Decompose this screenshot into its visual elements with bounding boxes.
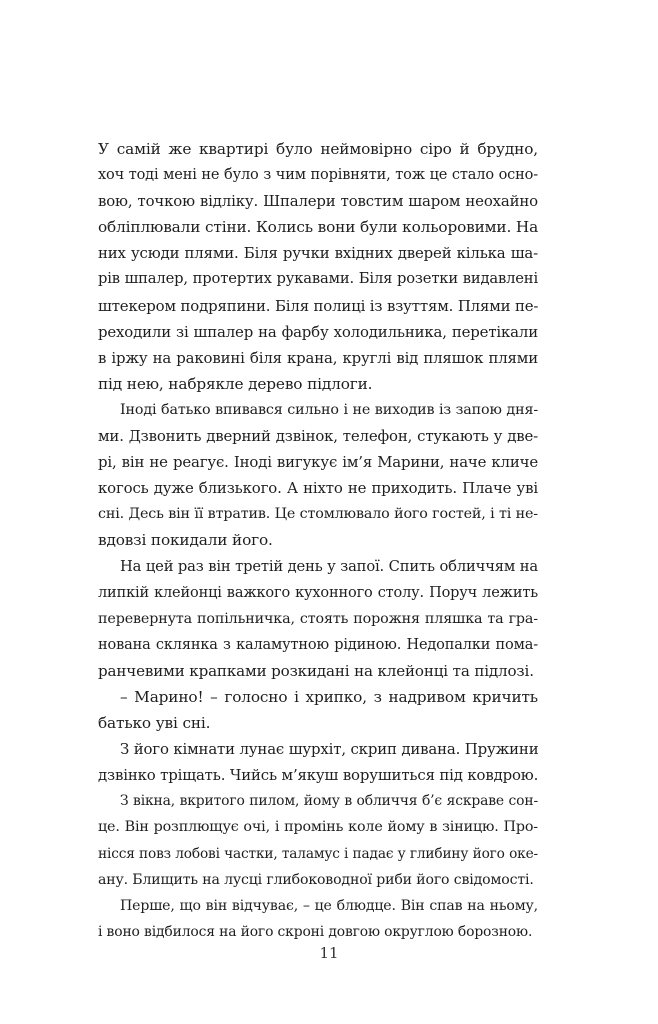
text-line: вдовзі покидали його. — [98, 531, 273, 550]
text-line: нісся повз лобові частки, таламус і падає у глибину його оке- — [98, 845, 538, 862]
text-line: липкій клейонці важкого кухонного столу. Поруч лежить — [98, 584, 538, 601]
text-line: них усюди плями. Біля ручки вхідних дверей кілька ша- — [98, 244, 538, 263]
text-line: ми. Дзвонить дверний дзвінок, телефон, стукають у две- — [98, 427, 538, 446]
text-line: З його кімнати лунає шурхіт, скрип дивана. Пружини — [120, 740, 539, 759]
text-line: штекером подряпини. Біля полиці із взуттям. Плями пе- — [98, 296, 539, 315]
text-line: Іноді батько впивався сильно і не виходив із запою дня- — [120, 401, 538, 418]
text-line: ранчевими крапками розкидані на клейонці та підлозі. — [98, 661, 534, 680]
text-line: вою, точкою відліку. Шпалери товстим шаром неохайно — [98, 192, 538, 211]
text-line: батько уві сні. — [98, 714, 211, 733]
body-text — [98, 136, 538, 945]
text-line: це. Він розплющує очі, і промінь коле йому в зіницю. Про- — [98, 819, 538, 836]
page-number: 11 — [319, 944, 339, 962]
text-line: під нею, набрякле дерево підлоги. — [98, 374, 373, 393]
text-line: в іржу на раковині біля крана, круглі від пляшок плями — [98, 348, 538, 367]
text-line: хоч тоді мені не було з чим порівняти, тож це стало осно- — [98, 167, 538, 184]
text-line: когось дуже близького. А ніхто не приходить. Плаче уві — [98, 479, 538, 498]
text-line: і воно відбилося на його скроні довгою округлою борозною. — [98, 923, 533, 940]
text-line: З вікна, вкритого пилом, йому в обличчя б’є яскраве сон- — [120, 793, 538, 810]
text-line: рі, він не реагує. Іноді вигукує ім’я Марини, наче кличе — [98, 453, 538, 472]
text-line: перевернута попільничка, стоять порожня пляшка та гра- — [98, 610, 538, 627]
text-line: рів шпалер, протертих рукавами. Біля розетки видавлені — [98, 270, 538, 288]
text-line: дзвінко тріщать. Чийсь м’якуш ворушиться під ковдрою. — [98, 766, 539, 785]
text-line: нована склянка з каламутною рідиною. Недопалки пома- — [98, 636, 538, 653]
text-line: У самій же квартирі було неймовірно сіро й брудно, — [98, 140, 538, 158]
text-line: реходили зі шпалер на фарбу холодильника, перетікали — [98, 322, 538, 341]
text-line: сні. Десь він її втратив. Це стомлювало його гостей, і ті не- — [98, 506, 538, 523]
text-line: обліплювали стіни. Колись вони були кольоровими. На — [98, 218, 539, 237]
text-line: – Марино! – голосно і хрипко, з надривом кричить — [120, 687, 538, 706]
text-line: Перше, що він відчуває, – це блюдце. Він спав на ньому, — [120, 897, 538, 914]
text-line: ану. Блищить на лусці глибоководної риби його свідомості. — [98, 871, 534, 888]
text-line: На цей раз він третій день у запої. Спить обличчям на — [120, 557, 538, 575]
